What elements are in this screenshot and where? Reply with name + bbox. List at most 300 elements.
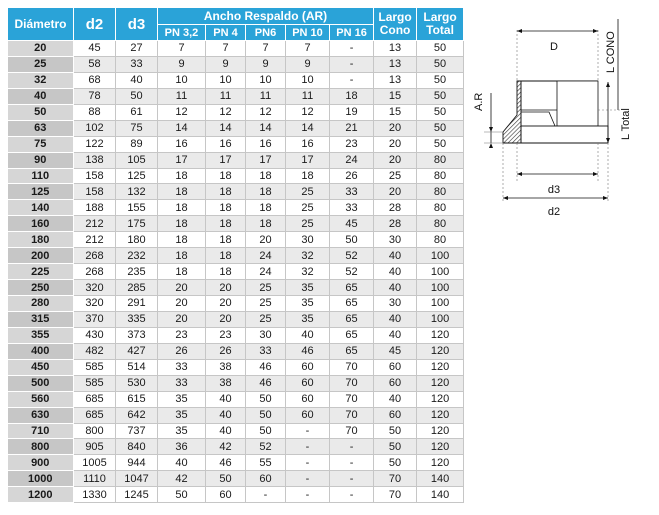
table-cell: 26 [206,343,246,359]
table-cell: 28 [374,200,417,216]
table-row [8,168,464,184]
table-cell: 16 [246,136,286,152]
table-cell: 50 [158,487,206,503]
table-cell: - [330,471,374,487]
table-cell: 9 [286,56,330,72]
table-cell: 25 [286,184,330,200]
row-diameter: 450 [8,359,74,375]
table-cell: 60 [374,359,417,375]
table-cell: 100 [417,264,464,280]
header-largo-total: Largo Total [417,8,464,41]
table-row [8,280,464,296]
table-cell: 11 [246,88,286,104]
row-diameter: 40 [8,88,74,104]
table-cell: 70 [330,423,374,439]
table-cell: 120 [417,407,464,423]
table-cell: 80 [417,168,464,184]
row-diameter: 500 [8,375,74,391]
table-cell: 20 [374,152,417,168]
table-row [8,343,464,359]
table-cell: 100 [417,248,464,264]
table-cell: 132 [116,184,158,200]
label-l-cono: L CONO [605,31,617,73]
row-diameter: 140 [8,200,74,216]
table-row [8,264,464,280]
row-diameter: 50 [8,104,74,120]
table-cell: 20 [374,136,417,152]
row-diameter: 800 [8,439,74,455]
table-cell: 32 [286,248,330,264]
table-cell: 33 [158,375,206,391]
table-cell: 175 [116,216,158,232]
table-cell: 50 [246,407,286,423]
table-cell: - [330,487,374,503]
table-cell: 40 [374,391,417,407]
table-cell: 68 [74,72,116,88]
table-cell: - [286,455,330,471]
table-cell: 1047 [116,471,158,487]
dimensions-table [7,7,464,503]
table-cell: 20 [374,120,417,136]
table-cell: 737 [116,423,158,439]
row-diameter: 75 [8,136,74,152]
table-cell: 30 [374,296,417,312]
table-cell: 12 [158,104,206,120]
header-pn-3-2: PN 3,2 [158,25,206,41]
header-pn-4: PN 4 [206,25,246,41]
table-cell: 10 [206,72,246,88]
table-cell: 40 [374,327,417,343]
table-cell: 52 [330,248,374,264]
table-cell: 60 [246,471,286,487]
header-diametro: Diámetro [8,8,74,41]
header-pn-16: PN 16 [330,25,374,41]
table-cell: 12 [286,104,330,120]
table-cell: 100 [417,280,464,296]
table-cell: 120 [417,375,464,391]
row-diameter: 710 [8,423,74,439]
table-cell: 18 [158,168,206,184]
table-cell: 46 [246,375,286,391]
table-cell: 10 [286,72,330,88]
table-cell: 188 [74,200,116,216]
table-cell: 58 [74,56,116,72]
table-cell: 46 [286,343,330,359]
table-cell: 18 [286,168,330,184]
table-cell: 40 [374,264,417,280]
header-ancho-respaldo: Ancho Respaldo (AR) [158,8,374,25]
table-cell: 60 [286,359,330,375]
table-cell: 50 [246,423,286,439]
table-cell: 18 [206,264,246,280]
table-cell: 50 [417,104,464,120]
table-cell: 18 [206,168,246,184]
table-cell: 32 [286,264,330,280]
table-cell: 13 [374,56,417,72]
table-cell: 23 [330,136,374,152]
table-cell: 50 [330,232,374,248]
table-cell: 1110 [74,471,116,487]
table-cell: 33 [330,184,374,200]
table-cell: 19 [330,104,374,120]
table-cell: 50 [417,56,464,72]
table-cell: 40 [374,248,417,264]
table-cell: 60 [286,375,330,391]
table-cell: 138 [74,152,116,168]
row-diameter: 280 [8,296,74,312]
table-cell: 45 [330,216,374,232]
table-cell: 35 [286,311,330,327]
table-cell: 120 [417,391,464,407]
table-cell: 18 [158,184,206,200]
table-cell: 17 [158,152,206,168]
table-cell: 18 [158,200,206,216]
table-cell: 60 [206,487,246,503]
table-cell: 21 [330,120,374,136]
table-cell: 40 [206,391,246,407]
table-cell: 514 [116,359,158,375]
table-cell: 18 [158,232,206,248]
table-cell: 370 [74,311,116,327]
table-cell: - [286,487,330,503]
table-cell: - [286,423,330,439]
table-cell: 50 [116,88,158,104]
table-row [8,439,464,455]
table-row [8,248,464,264]
table-cell: 80 [417,184,464,200]
table-cell: 17 [246,152,286,168]
table-cell: 50 [417,72,464,88]
table-cell: 70 [330,359,374,375]
label-d: D [550,41,558,53]
table-cell: 40 [374,280,417,296]
table-cell: - [330,72,374,88]
table-cell: 105 [116,152,158,168]
table-row [8,104,464,120]
table-cell: 50 [374,439,417,455]
table-row [8,296,464,312]
table-cell: 18 [158,264,206,280]
table-cell: 122 [74,136,116,152]
table-row [8,120,464,136]
table-cell: 268 [74,248,116,264]
table-cell: 18 [206,216,246,232]
table-cell: 70 [330,391,374,407]
table-cell: 12 [246,104,286,120]
table-row [8,88,464,104]
row-diameter: 110 [8,168,74,184]
table-cell: 212 [74,232,116,248]
table-cell: 40 [116,72,158,88]
table-cell: 50 [417,136,464,152]
table-cell: 38 [206,359,246,375]
row-diameter: 225 [8,264,74,280]
table-cell: 30 [246,327,286,343]
table-cell: 65 [330,280,374,296]
table-cell: 430 [74,327,116,343]
table-cell: 10 [246,72,286,88]
table-cell: 28 [374,216,417,232]
table-row [8,72,464,88]
row-diameter: 160 [8,216,74,232]
table-cell: 33 [158,359,206,375]
stub-end-diagram [470,15,635,220]
table-cell: 25 [374,168,417,184]
table-cell: 23 [158,327,206,343]
row-diameter: 20 [8,41,74,57]
table-cell: 7 [246,41,286,57]
row-diameter: 355 [8,327,74,343]
table-cell: 155 [116,200,158,216]
table-cell: 268 [74,264,116,280]
table-cell: 24 [330,152,374,168]
table-cell: 50 [206,471,246,487]
table-cell: 50 [417,120,464,136]
table-cell: 427 [116,343,158,359]
table-row [8,391,464,407]
table-cell: 18 [158,216,206,232]
table-cell: 840 [116,439,158,455]
table-cell: 905 [74,439,116,455]
table-cell: 20 [206,311,246,327]
row-diameter: 125 [8,184,74,200]
table-cell: 50 [374,423,417,439]
row-diameter: 63 [8,120,74,136]
table-row [8,375,464,391]
table-row [8,327,464,343]
table-cell: 40 [206,407,246,423]
table-cell: 26 [158,343,206,359]
table-cell: - [330,41,374,57]
table-cell: 1005 [74,455,116,471]
table-cell: 16 [286,136,330,152]
row-diameter: 1200 [8,487,74,503]
label-d3: d3 [547,184,561,196]
table-cell: - [246,487,286,503]
table-cell: 20 [374,184,417,200]
table-cell: 70 [330,375,374,391]
table-cell: 17 [206,152,246,168]
table-row [8,487,464,503]
table-cell: 13 [374,72,417,88]
table-cell: 61 [116,104,158,120]
table-row [8,56,464,72]
table-cell: 36 [158,439,206,455]
table-cell: 55 [246,455,286,471]
table-cell: 45 [374,343,417,359]
table-cell: 18 [330,88,374,104]
table-cell: 33 [246,343,286,359]
table-cell: 482 [74,343,116,359]
table-cell: 9 [246,56,286,72]
table-cell: 60 [374,407,417,423]
table-cell: 30 [286,232,330,248]
table-cell: 232 [116,248,158,264]
table-cell: 70 [374,487,417,503]
table-cell: - [286,471,330,487]
table-cell: 40 [158,455,206,471]
table-cell: 25 [246,296,286,312]
table-cell: 125 [116,168,158,184]
table-cell: 18 [206,232,246,248]
row-diameter: 630 [8,407,74,423]
table-cell: 944 [116,455,158,471]
table-row [8,455,464,471]
table-cell: 320 [74,296,116,312]
table-cell: 50 [374,455,417,471]
table-cell: 585 [74,375,116,391]
table-cell: 23 [206,327,246,343]
table-cell: 685 [74,407,116,423]
table-cell: 18 [206,248,246,264]
table-cell: 140 [417,471,464,487]
table-cell: 38 [206,375,246,391]
table-cell: 18 [206,200,246,216]
table-cell: 26 [330,168,374,184]
table-cell: - [330,439,374,455]
table-cell: 14 [246,120,286,136]
table-cell: 16 [158,136,206,152]
table-cell: 80 [417,200,464,216]
table-cell: 158 [74,168,116,184]
table-cell: 50 [417,41,464,57]
table-cell: 11 [286,88,330,104]
table-cell: 24 [246,264,286,280]
table-cell: 25 [246,311,286,327]
table-row [8,136,464,152]
table-cell: 7 [206,41,246,57]
table-cell: 45 [74,41,116,57]
table-cell: 120 [417,455,464,471]
table-cell: 50 [246,391,286,407]
table-cell: 16 [206,136,246,152]
table-cell: 30 [374,232,417,248]
table-cell: - [330,455,374,471]
table-cell: 42 [158,471,206,487]
table-cell: 120 [417,327,464,343]
header-largo-cono: Largo Cono [374,8,417,41]
table-cell: 11 [206,88,246,104]
table-row [8,311,464,327]
row-diameter: 180 [8,232,74,248]
table-cell: 46 [206,455,246,471]
table-cell: 7 [286,41,330,57]
table-cell: 373 [116,327,158,343]
table-cell: 212 [74,216,116,232]
table-cell: 60 [374,375,417,391]
table-cell: 25 [286,216,330,232]
row-diameter: 32 [8,72,74,88]
table-cell: 88 [74,104,116,120]
table-cell: 18 [246,216,286,232]
row-diameter: 1000 [8,471,74,487]
row-diameter: 560 [8,391,74,407]
table-cell: 100 [417,311,464,327]
table-cell: 120 [417,423,464,439]
table-cell: 75 [116,120,158,136]
table-cell: 18 [246,184,286,200]
row-diameter: 400 [8,343,74,359]
table-cell: 20 [158,311,206,327]
table-cell: 1330 [74,487,116,503]
row-diameter: 900 [8,455,74,471]
table-cell: 11 [158,88,206,104]
table-cell: 235 [116,264,158,280]
table-cell: 70 [374,471,417,487]
table-row [8,359,464,375]
table-cell: 100 [417,296,464,312]
table-cell: 80 [417,216,464,232]
table-row [8,471,464,487]
table-cell: 1245 [116,487,158,503]
table-cell: 78 [74,88,116,104]
table-row [8,407,464,423]
table-cell: 40 [286,327,330,343]
table-cell: 20 [158,280,206,296]
table-cell: 335 [116,311,158,327]
table-cell: 120 [417,359,464,375]
header-d2: d2 [74,8,116,41]
table-cell: 285 [116,280,158,296]
table-cell: 15 [374,88,417,104]
table-cell: - [286,439,330,455]
table-cell: 24 [246,248,286,264]
table-cell: 89 [116,136,158,152]
label-l-total: L Total [620,108,632,140]
table-cell: 20 [206,296,246,312]
table-cell: 25 [286,200,330,216]
table-cell: 9 [206,56,246,72]
table-row [8,232,464,248]
table-row [8,200,464,216]
table-cell: 25 [246,280,286,296]
row-diameter: 25 [8,56,74,72]
table-cell: 80 [417,152,464,168]
table-cell: 80 [417,232,464,248]
table-cell: 52 [246,439,286,455]
table-cell: 60 [286,407,330,423]
table-cell: 15 [374,104,417,120]
label-d2: d2 [547,206,561,218]
table-cell: 42 [206,439,246,455]
table-cell: 120 [417,343,464,359]
table-cell: 642 [116,407,158,423]
table-cell: 35 [286,296,330,312]
table-cell: 140 [417,487,464,503]
label-ar: A.R [473,92,485,111]
table-cell: 102 [74,120,116,136]
table-cell: 10 [158,72,206,88]
table-cell: 35 [158,391,206,407]
row-diameter: 200 [8,248,74,264]
table-row [8,152,464,168]
row-diameter: 90 [8,152,74,168]
table-cell: 585 [74,359,116,375]
table-cell: 33 [330,200,374,216]
table-cell: 17 [286,152,330,168]
table-cell: 46 [246,359,286,375]
table-row [8,184,464,200]
table-cell: 14 [286,120,330,136]
table-cell: 20 [158,296,206,312]
table-body [8,41,464,503]
table-cell: 14 [206,120,246,136]
table-cell: 800 [74,423,116,439]
table-cell: 18 [158,248,206,264]
table-cell: 685 [74,391,116,407]
table-cell: 65 [330,343,374,359]
table-row [8,216,464,232]
